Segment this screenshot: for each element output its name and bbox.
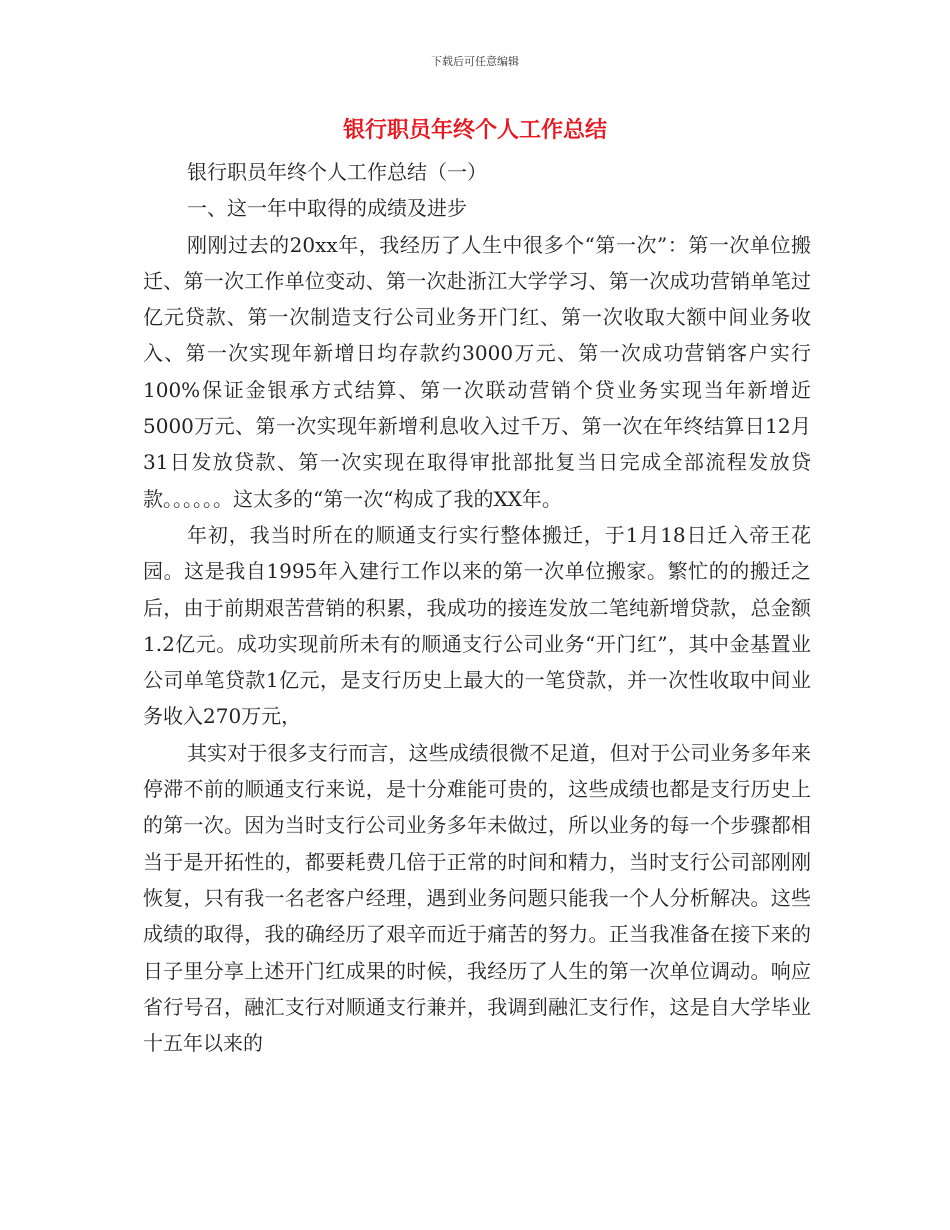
document-title: 银行职员年终个人工作总结 [342, 118, 607, 143]
document-body [143, 154, 811, 1061]
header-note: 下载后可任意编辑 [431, 55, 519, 68]
paragraph: 刚刚过去的20xx年，我经历了人生中很多个“第一次”：第一次单位搬迁、第一次工作单位变动、第一次赴浙江大学学习、第一次成功营销单笔过亿元贷款、第一次制造支行公司业务开门红、第一次收取大额中间业务收入、第一次实现年新增日均存款约3000万元、第一次成功营销客户实行100%保证金银承方式结算、第一次联动营销个贷业务实现当年新增近5000万元、第一次实现年新增利息收入过千万、第一次在年终结算日12月31日发放贷款、第一次实现在取得审批部批复当日完成全部流程发放贷款。。。。。。这太多的“第一次“构成了我的XX年。 [143, 232, 811, 511]
section-heading: 一、这一年中取得的成绩及进步 [187, 196, 467, 221]
paragraph: 其实对于很多支行而言，这些成绩很微不足道，但对于公司业务多年来停滞不前的顺通支行来说，是十分难能可贵的，这些成绩也都是支行历史上的第一次。因为当时支行公司业务多年未做过，所以业务的每一个步骤都相当于是开拓性的，都要耗费几倍于正常的时间和精力，当时支行公司部刚刚恢复，只有我一名老客户经理，遇到业务问题只能我一个人分析解决。这些成绩的取得，我的确经历了艰辛而近于痛苦的努力。正当我准备在接下来的日子里分享上述开门红成果的时候，我经历了人生的第一次单位调动。响应省行号召，融汇支行对顺通支行兼并，我调到融汇支行作，这是自大学毕业十五年以来的 [143, 740, 811, 1056]
subtitle: 银行职员年终个人工作总结（一） [187, 160, 487, 184]
paragraph: 年初，我当时所在的顺通支行实行整体搬迁，于1月18日迁入帝王花园。这是我自1995年入建行工作以来的第一次单位搬家。繁忙的的搬迁之后，由于前期艰苦营销的积累，我成功的接连发放二笔纯新增贷款，总金额1.2亿元。成功实现前所未有的顺通支行公司业务“开门红”，其中金基置业公司单笔贷款1亿元，是支行历史上最大的一笔贷款，并一次性收取中间业务收入270万元， [143, 522, 811, 729]
